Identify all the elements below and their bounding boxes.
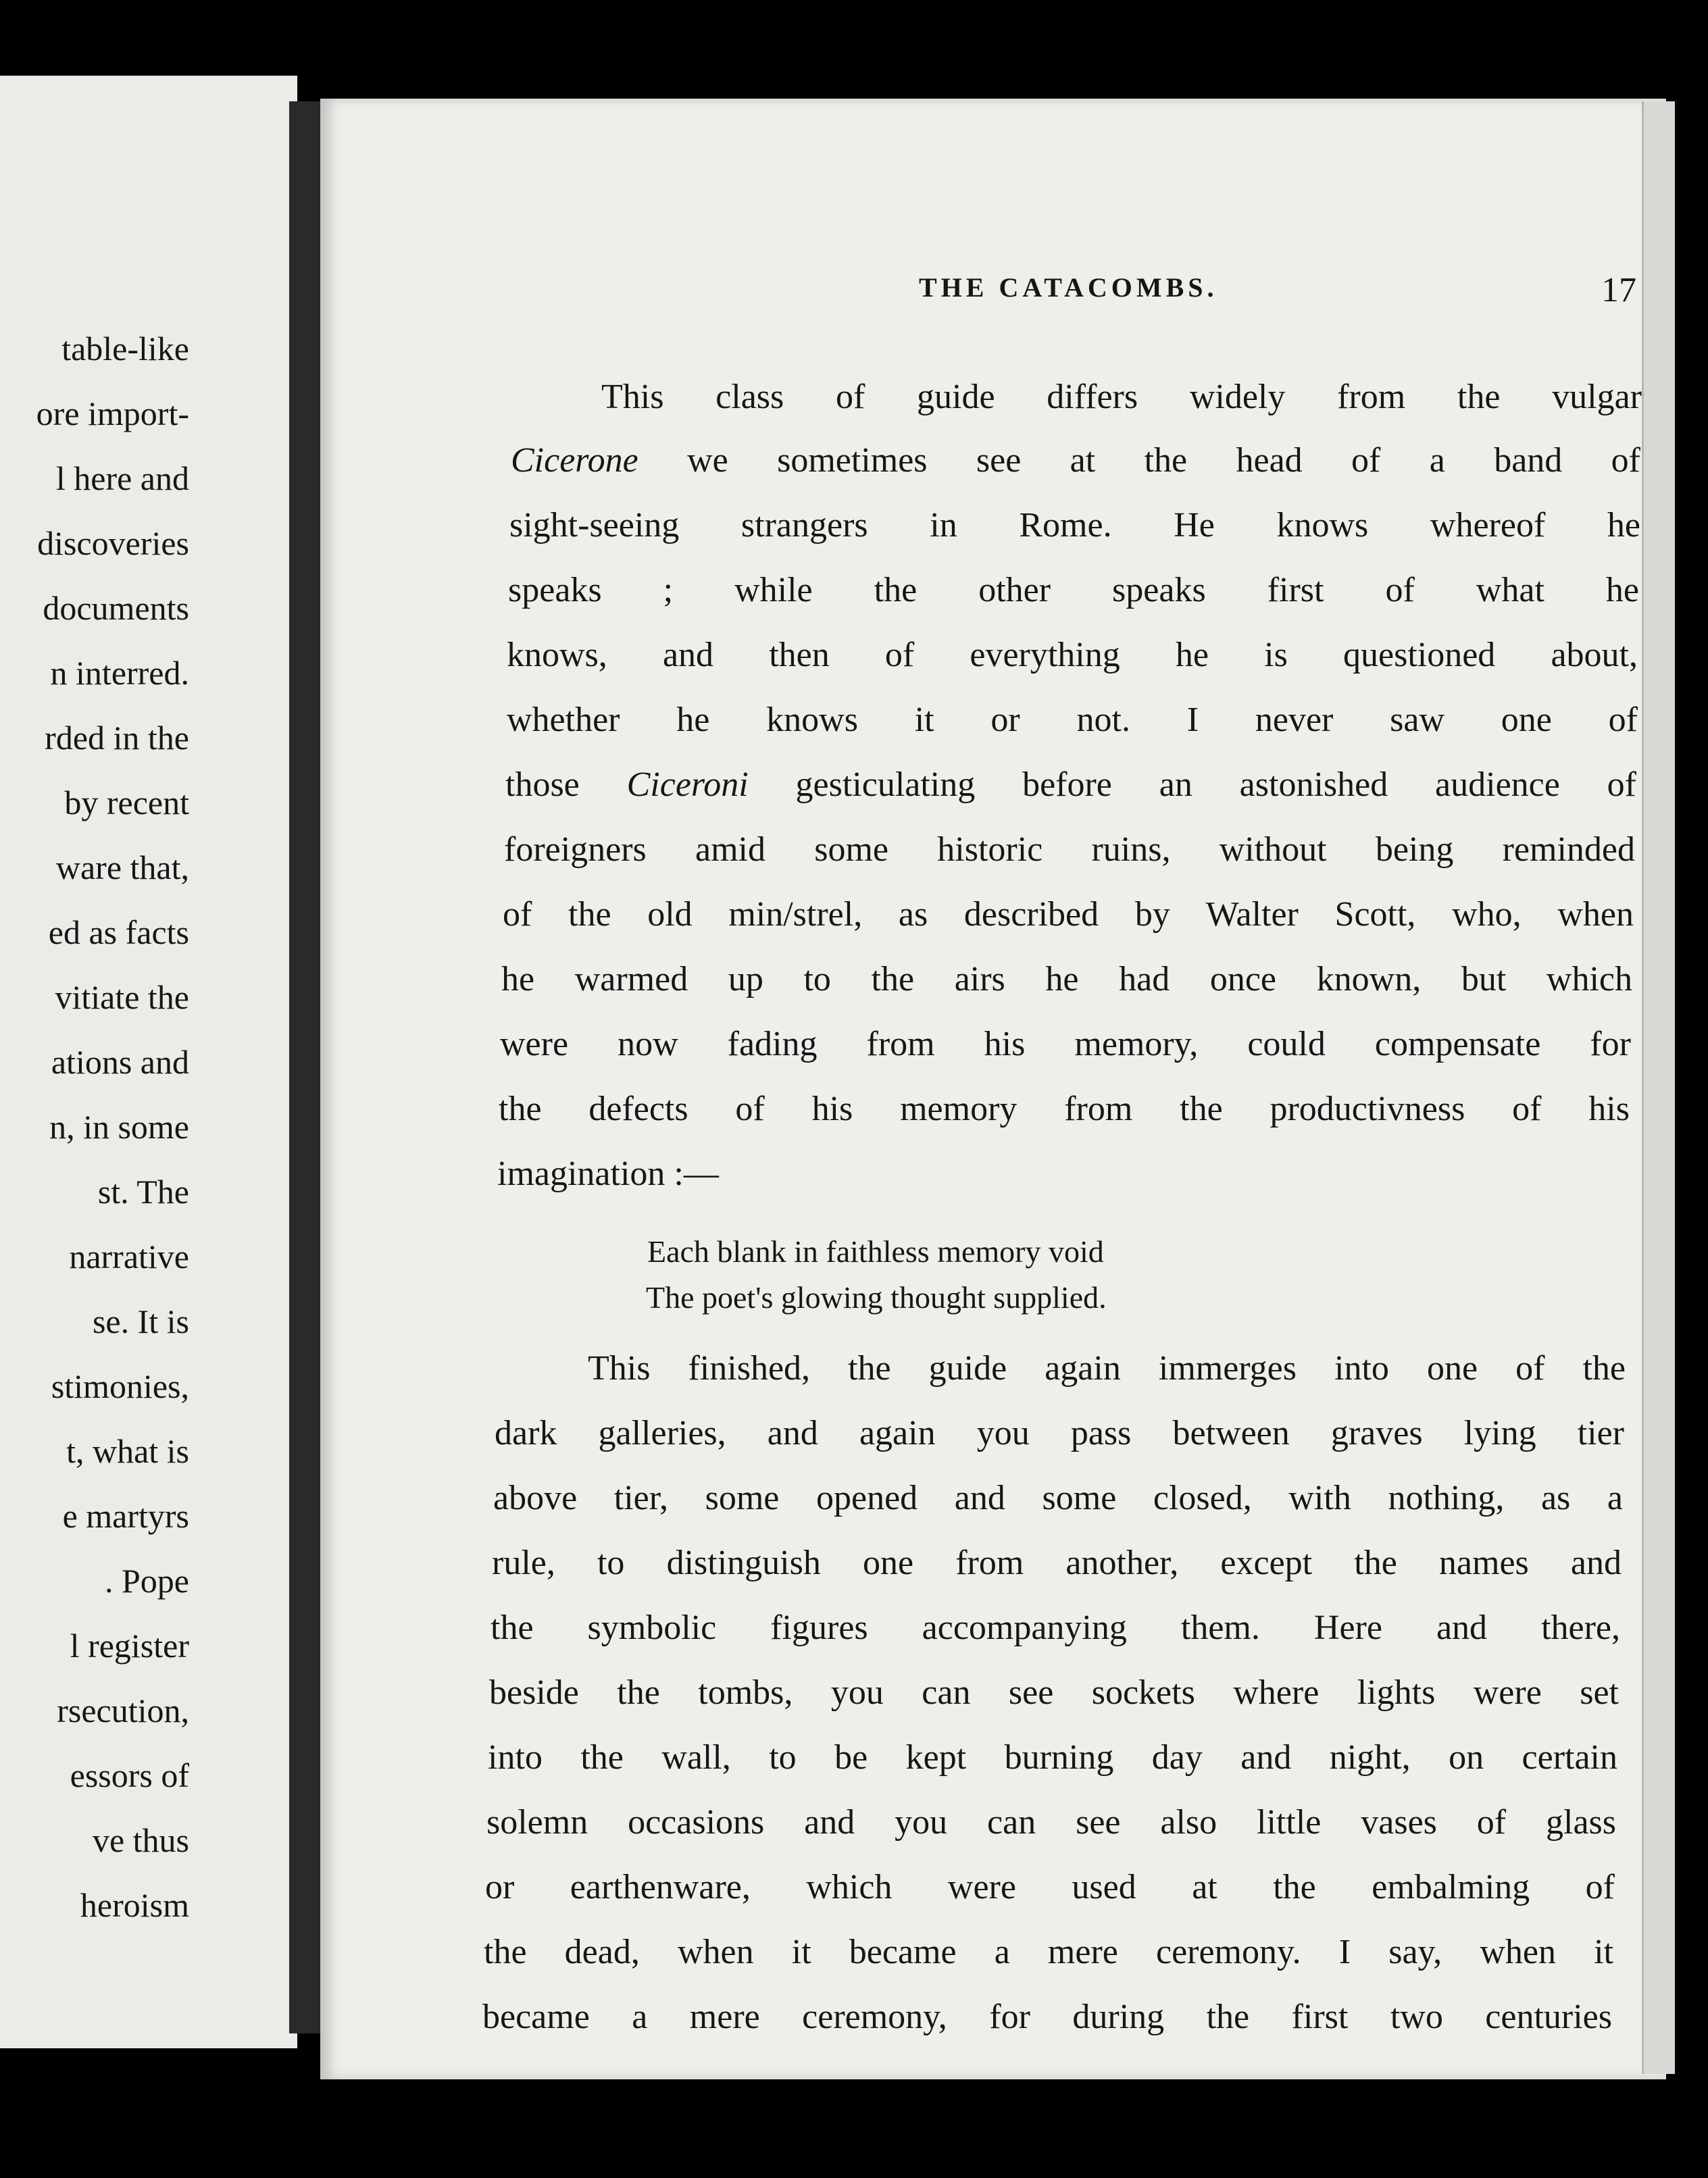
left-page-fragment xyxy=(0,76,297,2048)
paragraph-line: of the old min/strel, as described by Walter Scott, who, when xyxy=(503,895,1634,934)
paragraph-line: rule, to distinguish one from another, except the names and xyxy=(492,1544,1622,1582)
left-page-line: vitiate the xyxy=(55,978,189,1016)
left-page-line: n, in some xyxy=(49,1108,189,1146)
left-page-line: discoveries xyxy=(37,524,189,562)
paragraph-line: sight-seeing strangers in Rome. He knows whereof he xyxy=(509,506,1640,544)
left-page-line: documents xyxy=(43,589,189,627)
left-page-line: l here and xyxy=(55,459,189,497)
verse-line: Each blank in faithless memory void xyxy=(647,1234,1104,1269)
paragraph-line: the defects of his memory from the productivness of his xyxy=(499,1090,1630,1128)
left-page-line: se. It is xyxy=(92,1302,189,1340)
paragraph-line: This finished, the guide again immerges into one of the xyxy=(588,1349,1626,1388)
left-page-line: table-like xyxy=(61,330,189,368)
paragraph-line: knows, and then of everything he is questioned about, xyxy=(507,636,1638,674)
left-page-line: rsecution, xyxy=(57,1692,189,1729)
left-page-line: ed as facts xyxy=(48,913,189,951)
paragraph-line: whether he knows it or not. I never saw one of xyxy=(507,701,1638,739)
page-number: 17 xyxy=(1601,271,1636,309)
left-page-line: n interred. xyxy=(50,654,189,692)
paragraph-line: or earthenware, which were used at the embalming of xyxy=(485,1868,1615,1906)
paragraph-line: beside the tombs, you can see sockets where lights were set xyxy=(489,1673,1619,1712)
italic-term: Cicerone xyxy=(511,441,638,480)
italic-term: Ciceroni xyxy=(626,765,749,804)
left-page-line: ve thus xyxy=(92,1821,189,1859)
paragraph-line: above tier, some opened and some closed, with nothing, as a xyxy=(493,1479,1623,1517)
paragraph-line xyxy=(511,440,1640,481)
paragraph-line: solemn occasions and you can see also little vases of glass xyxy=(486,1803,1616,1842)
verse-line: The poet's glowing thought supplied. xyxy=(646,1280,1107,1315)
paragraph-line: the dead, when it became a mere ceremony. I say, when it xyxy=(484,1933,1613,1971)
paragraph-line: the symbolic figures accompanying them. Here and there, xyxy=(491,1609,1620,1647)
paragraph-text: we sometimes see at the head of a band of xyxy=(638,441,1640,480)
left-page-line: st. The xyxy=(97,1173,189,1211)
left-page-line: ore import- xyxy=(36,395,189,432)
running-head: THE CATACOMBS. xyxy=(919,272,1218,303)
paragraph-line: dark galleries, and again you pass between graves lying tier xyxy=(495,1414,1624,1452)
paragraph-line: foreigners amid some historic ruins, without being reminded xyxy=(504,830,1635,869)
paragraph-line: he warmed up to the airs he had once known, but which xyxy=(501,960,1632,998)
paragraph-line: were now fading from his memory, could compensate for xyxy=(500,1025,1631,1063)
left-page-line: stimonies, xyxy=(51,1367,189,1405)
book-gutter xyxy=(289,101,320,2033)
paragraph-line: became a mere ceremony, for during the first two centuries xyxy=(482,1998,1612,2036)
paragraph-line: into the wall, to be kept burning day and night, on certain xyxy=(488,1738,1617,1777)
left-page-line: ations and xyxy=(51,1043,189,1081)
left-page-line: essors of xyxy=(70,1756,189,1794)
paragraph-line xyxy=(505,765,1636,805)
paragraph-line: speaks ; while the other speaks first of what he xyxy=(508,571,1639,609)
left-page-line: e martyrs xyxy=(62,1497,189,1535)
page-edge xyxy=(1642,101,1675,2074)
left-page-line: ware that, xyxy=(55,849,189,886)
paragraph-text: those xyxy=(505,765,627,804)
left-page-line: l register xyxy=(70,1627,189,1665)
left-page-line: t, what is xyxy=(66,1432,189,1470)
paragraph-line: This class of guide differs widely from the vulgar xyxy=(601,378,1642,416)
left-page-line: rded in the xyxy=(45,719,189,757)
paragraph-text: gesticulating before an astonished audience of xyxy=(748,765,1636,804)
paragraph-line: imagination :— xyxy=(497,1155,719,1193)
left-page-line: narrative xyxy=(69,1238,189,1275)
left-page-line: heroism xyxy=(80,1886,189,1924)
left-page-line: . Pope xyxy=(105,1562,189,1600)
left-page-line: by recent xyxy=(64,784,189,821)
